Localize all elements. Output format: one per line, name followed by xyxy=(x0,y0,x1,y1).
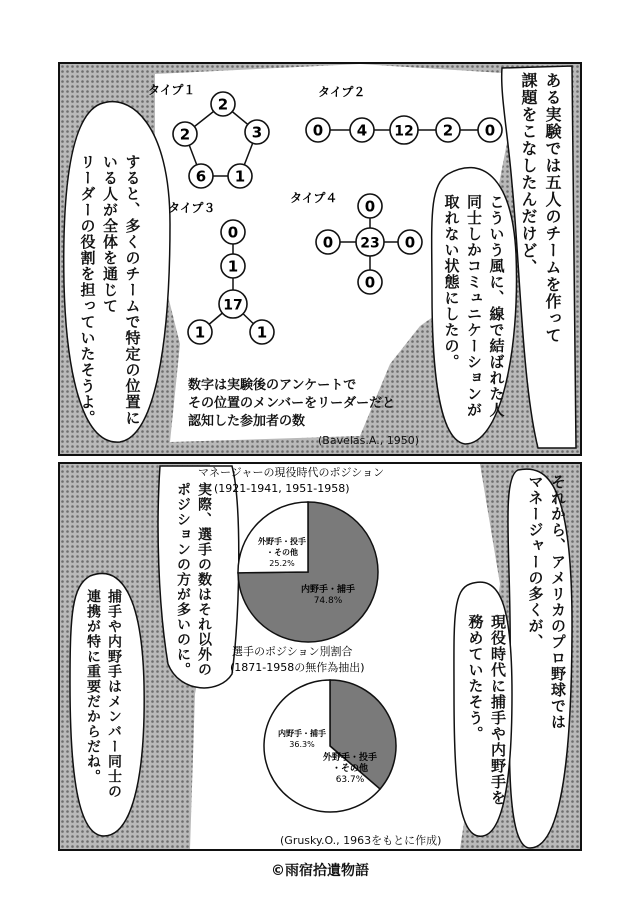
panel-baseball-managers xyxy=(58,462,582,851)
bubble-right-line2: マネージャーの多くが、 xyxy=(526,474,545,650)
type4-node-3-value: 23 xyxy=(360,235,380,252)
type2-node-3 xyxy=(390,116,418,144)
bubble-left-line3: リーダーの役割を担っていたそうよ。 xyxy=(78,154,97,426)
speech-bubble-left-top xyxy=(172,482,214,682)
pie2-value-label-1: 36.3% xyxy=(289,740,315,749)
copyright-credit: ©雨宿拾遺物語 xyxy=(271,863,369,879)
speech-bubble-left xyxy=(76,154,144,444)
type1-node-3-value: 1 xyxy=(234,167,246,186)
type3-node-1-value: 0 xyxy=(227,223,239,242)
type1-node-3 xyxy=(228,164,252,188)
note-line2: その位置のメンバーをリーダーだと xyxy=(188,396,396,411)
bubble-mid-line2: 務めていたそう。 xyxy=(466,614,485,742)
type4-node-1 xyxy=(358,194,382,218)
speech-bubble-right xyxy=(524,474,569,844)
note-line1: 数字は実験後のアンケートで xyxy=(188,378,357,393)
bubble-mid-line1: こういう風に、線で結ばれた人 xyxy=(487,194,506,418)
pie1-value-label-2: 25.2% xyxy=(269,559,295,568)
type4-node-1-value: 0 xyxy=(364,197,376,216)
type4-label: タイプ４ xyxy=(290,191,338,205)
type1-node-1 xyxy=(211,92,235,116)
type4-node-4-value: 0 xyxy=(404,233,416,252)
pie2-value-label-2: 63.7% xyxy=(335,775,365,785)
type1-node-4 xyxy=(189,164,213,188)
pie1-value-label-1: 74.8% xyxy=(313,596,343,606)
bubble-right-line2: 課題をこなしたんだけど、 xyxy=(519,72,538,276)
type1-node-5 xyxy=(173,122,197,146)
type3-node-5 xyxy=(250,320,274,344)
type2-node-4-value: 2 xyxy=(442,121,454,140)
type3-node-2 xyxy=(221,254,245,278)
type2-label: タイプ２ xyxy=(318,85,366,99)
bubble-left-top-line1: 実際、選手の数はそれ以外の xyxy=(196,482,212,677)
citation-grusky: (Grusky.O., 1963をもとに作成) xyxy=(280,834,442,847)
type2-node-3-value: 12 xyxy=(394,123,414,140)
bubble-mid-line1: 現役時代に捕手や内野手を xyxy=(489,614,507,806)
type3-node-3 xyxy=(219,290,247,318)
pie2-category-label-2: ・その他 xyxy=(331,764,369,774)
chart2-subtitle: (1871-1958の無作為抽出) xyxy=(230,661,365,674)
speech-bubble-mid xyxy=(464,614,509,834)
chart1-title: マネージャーの現役時代のポジション xyxy=(198,466,385,479)
pie1-category-label-1: 内野手・捕手 xyxy=(300,585,356,595)
type2-node-5 xyxy=(478,118,502,142)
bubble-mid-line2: 同士しかコミュニケーションが xyxy=(465,194,483,418)
speech-bubble-right xyxy=(516,72,564,452)
type4-node-5 xyxy=(358,270,382,294)
type3-node-1 xyxy=(221,220,245,244)
pie-chart-players xyxy=(264,680,396,812)
bubble-right-line1: ある実験では五人のチームを作って xyxy=(543,72,562,344)
type3-label: タイプ３ xyxy=(168,201,216,215)
type4-node-4 xyxy=(398,230,422,254)
type1-node-1-value: 2 xyxy=(217,95,229,114)
type1-label: タイプ１ xyxy=(148,83,196,97)
bubble-left-line1: すると、多くのチームで特定の位置に xyxy=(123,154,142,426)
type3-node-2-value: 1 xyxy=(227,257,239,276)
pie2-category-label-1: 内野手・捕手 xyxy=(278,729,326,738)
type2-node-2-value: 4 xyxy=(356,121,368,140)
pie1-category-label-2: ・その他 xyxy=(266,548,298,557)
bubble-left-line2: いる人が全体を通じて xyxy=(101,154,119,314)
pie1-category-label-2: 外野手・投手 xyxy=(258,537,306,546)
pie2-category-label-2: 外野手・投手 xyxy=(322,753,378,763)
pie-chart-managers xyxy=(238,502,378,642)
type1-node-4-value: 6 xyxy=(195,167,207,186)
bubble-left-bottom-line2: 連携が特に重要だからだね。 xyxy=(85,589,101,784)
type2-node-5-value: 0 xyxy=(484,121,496,140)
speech-bubble-mid xyxy=(440,194,508,444)
type4-node-5-value: 0 xyxy=(364,273,376,292)
type3-node-5-value: 1 xyxy=(256,323,268,342)
note-line3: 認知した参加者の数 xyxy=(188,414,306,429)
type2-node-1 xyxy=(306,118,330,142)
type2-node-2 xyxy=(350,118,374,142)
type2-node-4 xyxy=(436,118,460,142)
bubble-right-line1: それから、アメリカのプロ野球では xyxy=(549,474,567,730)
type3-node-3-value: 17 xyxy=(223,297,243,314)
bubble-left-bottom-line1: 捕手や内野手はメンバー同士の xyxy=(106,589,122,799)
type3-node-4 xyxy=(188,320,212,344)
panel-network-experiment xyxy=(58,62,582,456)
type3-node-4-value: 1 xyxy=(194,323,206,342)
citation-bavelas: (Bavelas.A., 1950) xyxy=(318,434,419,447)
type1-node-2-value: 3 xyxy=(251,123,263,142)
type1-node-2 xyxy=(245,120,269,144)
chart1-subtitle: (1921-1941, 1951-1958) xyxy=(214,482,350,495)
speech-bubble-left-bottom xyxy=(82,589,124,834)
type4-node-3 xyxy=(356,228,384,256)
type4-node-2-value: 0 xyxy=(322,233,334,252)
bubble-left-top-line2: ポジションの方が多いのに。 xyxy=(175,482,191,677)
type1-node-5-value: 2 xyxy=(179,125,191,144)
bubble-mid-line3: 取れない状態にしたの。 xyxy=(442,194,461,370)
type4-node-2 xyxy=(316,230,340,254)
chart2-title: 選手のポジション別割合 xyxy=(232,645,353,658)
type2-node-1-value: 0 xyxy=(312,121,324,140)
